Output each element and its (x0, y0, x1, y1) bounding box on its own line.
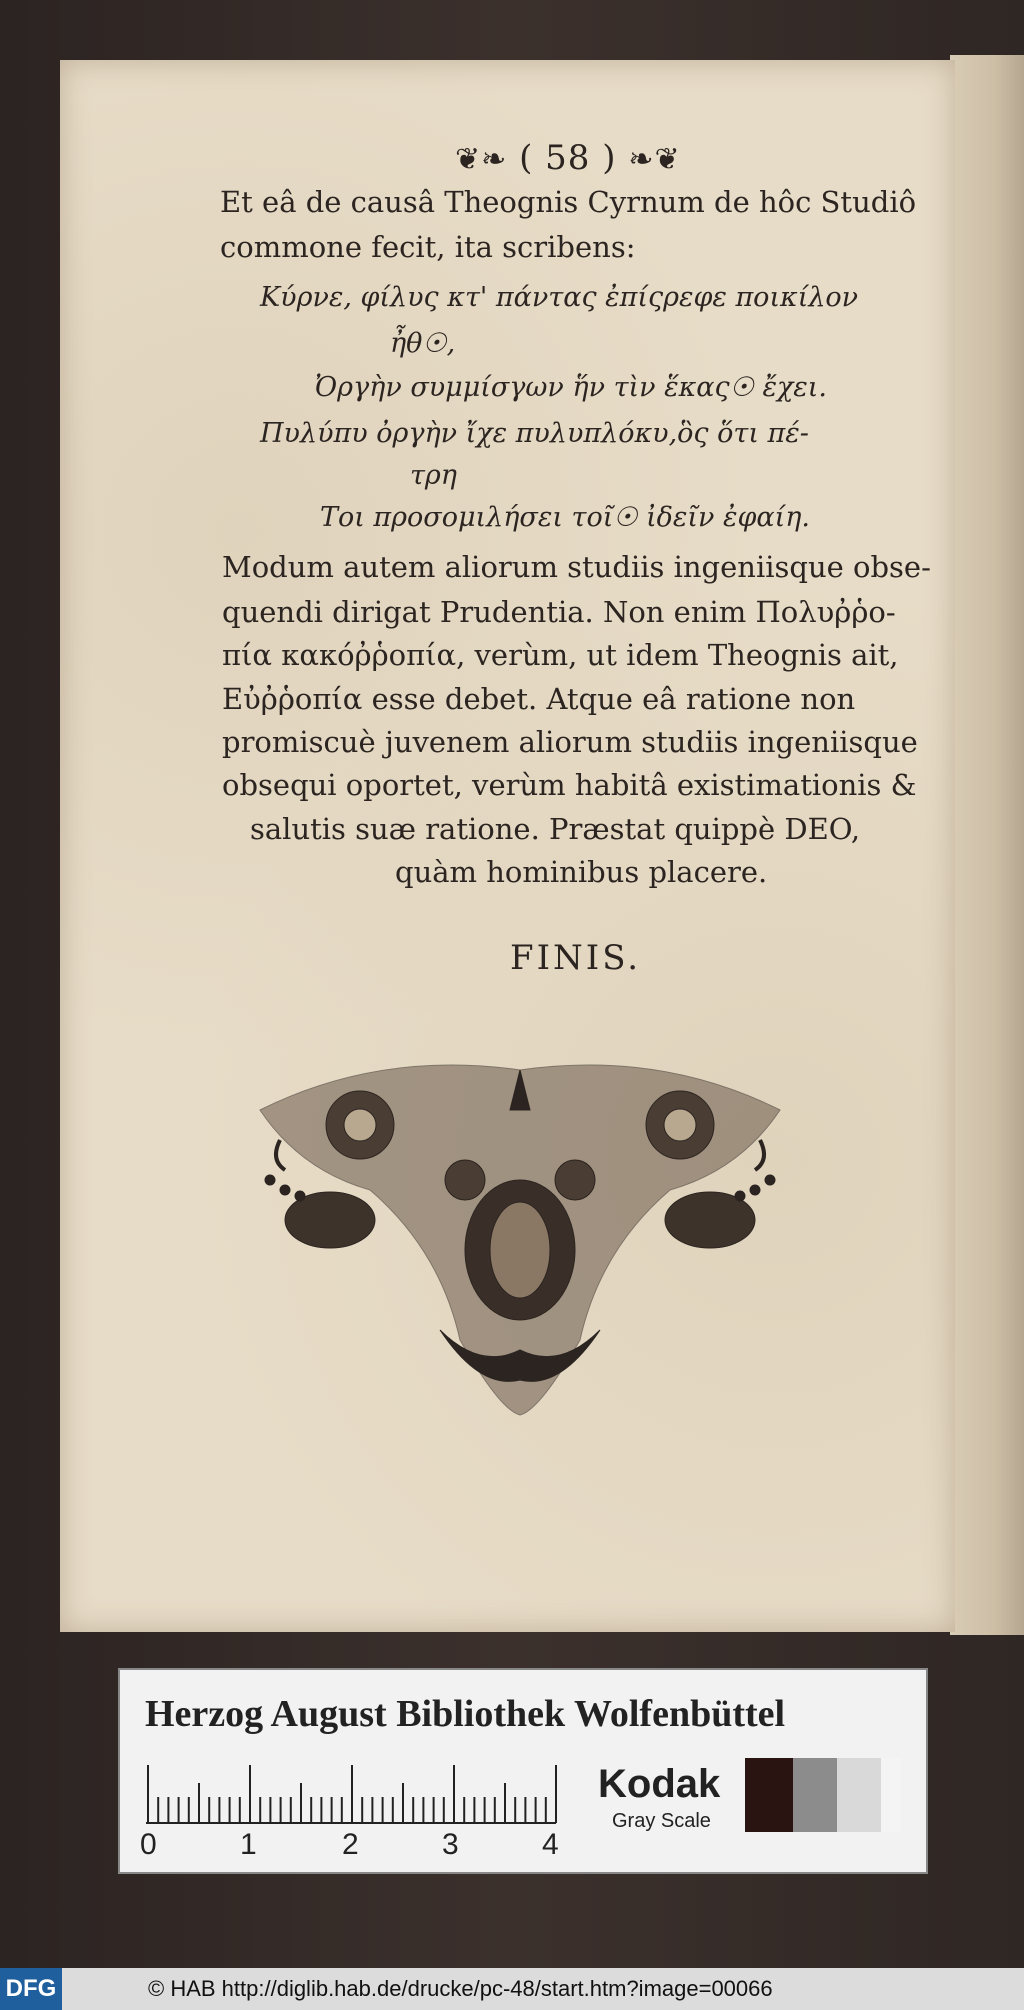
ruler-number: 4 (542, 1828, 559, 1861)
right-ornament-icon: ❧❦ (628, 142, 681, 177)
left-ornament-icon: ❦❧ (455, 142, 508, 177)
gray-swatch (745, 1758, 793, 1832)
color-calibration-bar (118, 1668, 928, 1874)
library-title: Herzog August Bibliothek Wolfenbüttel (145, 1693, 786, 1735)
text-line: Et eâ de causâ Theognis Cyrnum de hôc Studiô (220, 185, 917, 219)
text-line: quàm hominibus placere. (395, 855, 768, 889)
kodak-logo: Kodak (598, 1762, 721, 1806)
text-line: promiscuè juvenem aliorum studiis ingeniisque (222, 725, 918, 759)
adjacent-page-edge (950, 55, 1024, 1635)
finis-heading: FINIS. (510, 938, 642, 978)
gray-swatch (881, 1758, 901, 1832)
greek-line: ἦθ☉, (390, 328, 456, 359)
greek-line: Τοι προσομιλήσει τοῖ☉ ἰδεῖν ἐφαίη. (320, 502, 810, 533)
source-credit: © HAB http://diglib.hab.de/drucke/pc-48/start.htm?image=00066 (148, 1976, 773, 2001)
greek-line: Ὀργὴν συμμίσγων ἥν τὶν ἕκας☉ ἔχει. (315, 372, 827, 403)
text-line: πία κακόῤῥοπία, verùm, ut idem Theognis ait, (222, 638, 899, 672)
gray-swatch (793, 1758, 837, 1832)
ruler-number: 2 (342, 1828, 359, 1861)
greek-line: Κύρνε, φίλυς κτ' πάντας ἐπίςρεφε ποικίλον (260, 282, 859, 313)
book-page (60, 60, 955, 1632)
ruler-number: 3 (442, 1828, 459, 1861)
text-line: Modum autem aliorum studiis ingeniisque obse- (222, 550, 931, 584)
greek-line: τρη (410, 460, 457, 491)
viewer-footer (0, 1968, 1024, 2010)
ruler-number: 0 (140, 1828, 157, 1861)
text-line: obsequi oportet, verùm habitâ existimationis & (222, 768, 917, 802)
ruler-number: 1 (240, 1828, 257, 1861)
page-header (455, 138, 681, 178)
greek-line: Πυλύπυ ὀργὴν ἴχε πυλυπλόκυ,ὃς ὅτι πέ- (260, 418, 809, 449)
text-line: quendi dirigat Prudentia. Non enim Πολυῤῥο- (222, 595, 896, 629)
text-line: Εὐῤῥοπία esse debet. Atque eâ ratione non (222, 682, 856, 716)
ruler-scale-icon (146, 1765, 566, 1825)
gray-scale-label: Gray Scale (612, 1810, 711, 1832)
floral-vignette-icon (240, 1050, 800, 1420)
page-number: ( 58 ) (519, 138, 617, 178)
text-line: salutis suæ ratione. Præstat quippè DEO, (250, 812, 861, 846)
text-line: commone fecit, ita scribens: (220, 230, 636, 264)
gray-swatch (837, 1758, 881, 1832)
dfg-logo: DFG (0, 1968, 62, 2010)
